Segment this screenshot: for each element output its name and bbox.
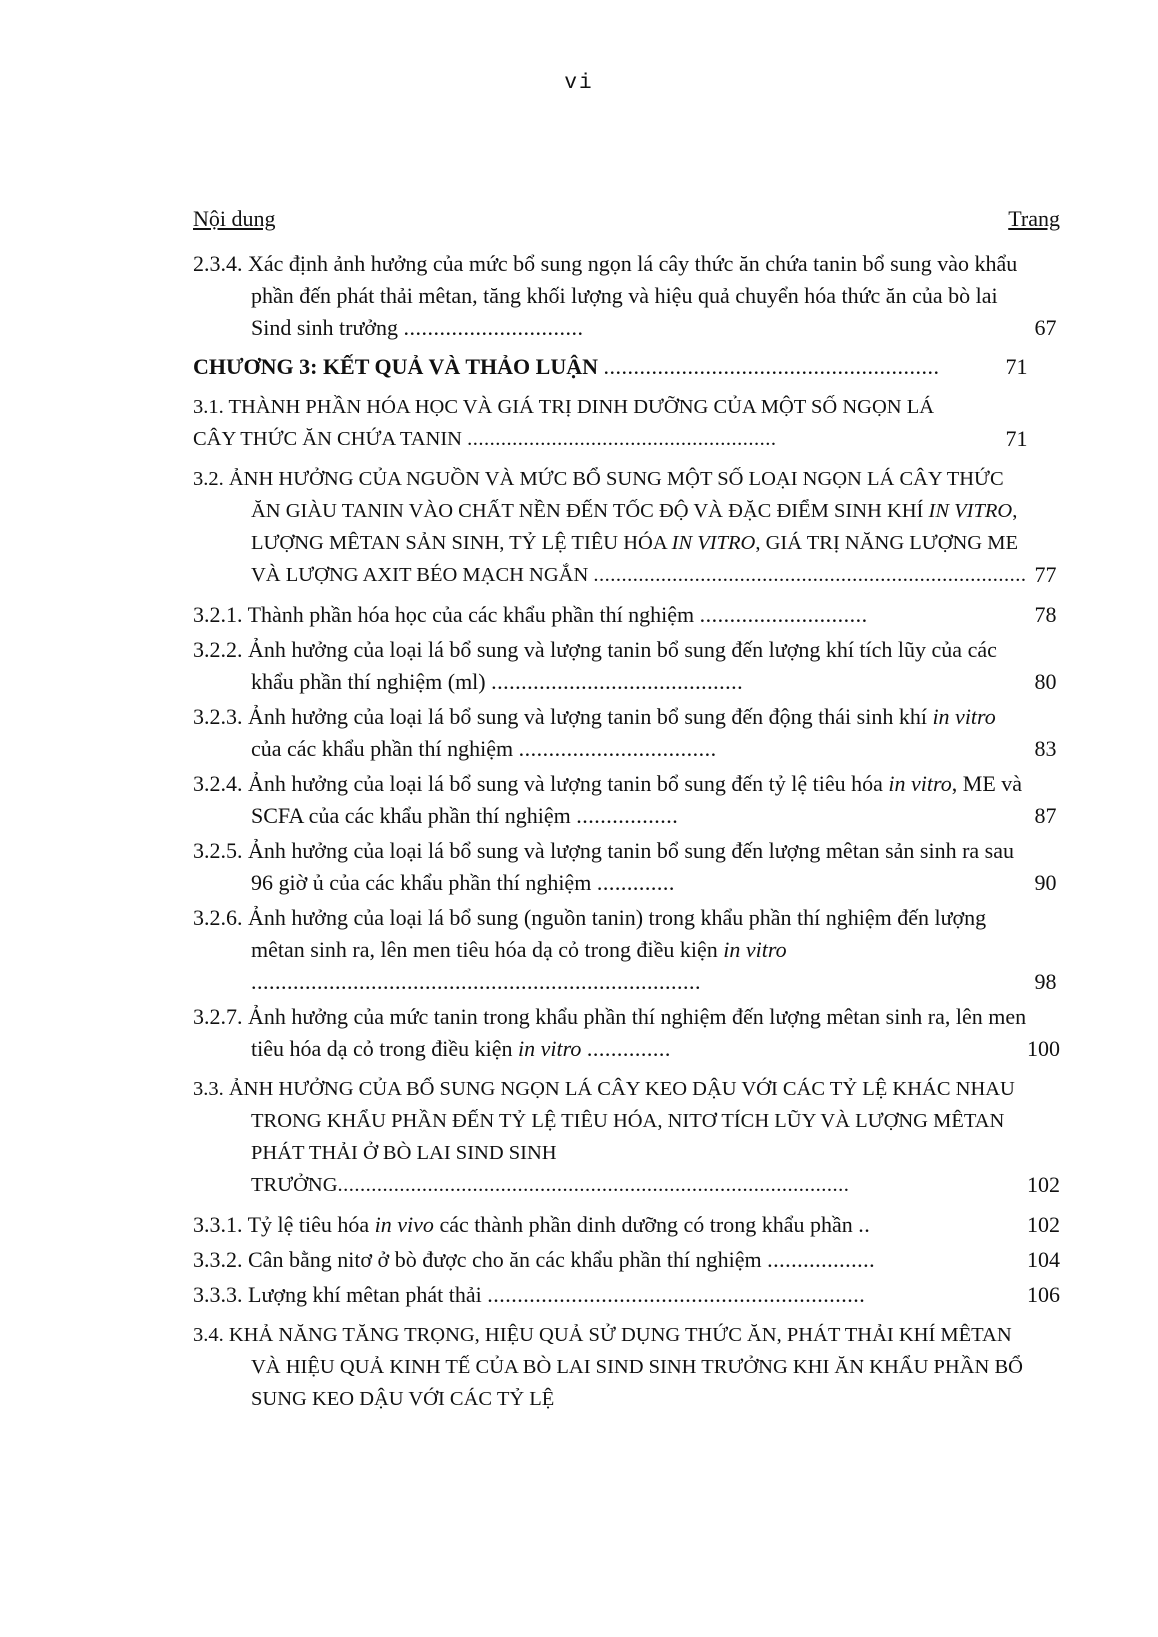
toc-entry-page: 106 xyxy=(1027,1282,1060,1307)
toc-entry-italic: in vitro xyxy=(932,704,996,729)
toc-header xyxy=(193,206,1060,232)
toc-entry-page: 78 xyxy=(1034,602,1057,627)
toc-entry-3-1[interactable] xyxy=(193,391,1060,455)
toc-entry-page: 71 xyxy=(1005,354,1028,379)
toc-entry-title: 3.3.2. Cân bằng nitơ ở bò được cho ăn các khẩu phần thí nghiệm xyxy=(193,1247,762,1272)
toc-entry-italic: in vitro xyxy=(888,771,952,796)
toc-entry-page: 104 xyxy=(1027,1247,1060,1272)
dot-leader: .............................. xyxy=(403,315,584,340)
dot-leader: ............. xyxy=(596,870,675,895)
toc-entry-page: 67 xyxy=(1034,315,1057,340)
dot-leader: .................. xyxy=(767,1247,876,1272)
dot-leader: ........................................................ xyxy=(603,354,940,379)
toc-entry-title-part: 3.2.4. Ảnh hưởng của loại lá bổ sung và lượng tanin bổ sung đến tỷ lệ tiêu hóa xyxy=(193,771,889,796)
toc-entry-page: 102 xyxy=(1027,1212,1060,1237)
toc-entry-title-part: , ME và SCFA của các khẩu phần thí nghiệm xyxy=(251,771,1023,828)
toc-entry-title-part: , GIÁ TRỊ NĂNG LƯỢNG ME VÀ LƯỢNG AXIT BÉO MẠCH NGẮN xyxy=(251,532,1018,586)
toc-entry-title-part: 3.3.1. Tỷ lệ tiêu hóa xyxy=(193,1212,375,1237)
toc-entry-title: 3.2.2. Ảnh hưởng của loại lá bổ sung và lượng tanin bổ sung đến lượng khí tích lũy của các khẩu phần thí nghiệm (ml) xyxy=(193,637,997,694)
toc-entry-title: 3.1. THÀNH PHẦN HÓA HỌC VÀ GIÁ TRỊ DINH DƯỠNG CỦA MỘT SỐ NGỌN LÁ CÂY THỨC ĂN CHỨA TANIN xyxy=(193,396,935,450)
toc-entry-3-2-4[interactable] xyxy=(193,768,1060,832)
toc-entry-title-part: , LƯỢNG MÊTAN SẢN SINH, TỶ LỆ TIÊU HÓA xyxy=(251,500,1018,554)
toc-entry-title-part: 3.2. ẢNH HƯỞNG CỦA NGUỒN VÀ MỨC BỔ SUNG MỘT SỐ LOẠI NGỌN LÁ CÂY THỨC ĂN GIÀU TANIN VÀO CHẤT NỀN ĐẾN TỐC ĐỘ VÀ ĐẶC ĐIỂM SINH KHÍ xyxy=(193,468,1004,522)
toc-entry-2-3-4[interactable] xyxy=(193,248,1060,344)
toc-entry-3-2-7[interactable] xyxy=(193,1001,1060,1065)
toc-entry-title: 3.3.3. Lượng khí mêtan phát thải xyxy=(193,1282,482,1307)
toc-entry-3-4[interactable] xyxy=(193,1319,1060,1415)
toc-entry-3-3-3[interactable] xyxy=(193,1279,1060,1311)
toc-entry-page: 77 xyxy=(1034,562,1057,587)
page-number: vi xyxy=(564,72,594,95)
dot-leader: .. xyxy=(858,1212,871,1237)
toc-entry-italic: IN VITRO xyxy=(928,500,1013,522)
toc-entry-3-2-5[interactable] xyxy=(193,835,1060,899)
content-column-label: Nội dung xyxy=(193,206,276,231)
toc-entry-italic: in vitro xyxy=(517,1036,582,1061)
toc-entry-title: 3.2.1. Thành phần hóa học của các khẩu phần thí nghiệm xyxy=(193,602,695,627)
toc-entry-title: 3.4. KHẢ NĂNG TĂNG TRỌNG, HIỆU QUẢ SỬ DỤNG THỨC ĂN, PHÁT THẢI KHÍ MÊTAN VÀ HIỆU QUẢ KINH TẾ CỦA BÒ LAI SIND SINH TRƯỞNG KHI ĂN KHẨU PHẦN BỔ SUNG KEO DẬU VỚI CÁC TỶ LỆ xyxy=(193,1324,1023,1410)
toc-entry-3-2-2[interactable] xyxy=(193,634,1060,698)
toc-entry-page: 90 xyxy=(1034,870,1057,895)
dot-leader: ............................................................... xyxy=(487,1282,866,1307)
toc-entry-3-2-6[interactable] xyxy=(193,902,1060,998)
toc-entry-page: 98 xyxy=(1034,969,1057,994)
dot-leader: ....................................................... xyxy=(467,428,777,450)
toc-entry-title: 3.2.5. Ảnh hưởng của loại lá bổ sung và lượng tanin bổ sung đến lượng mêtan sản sinh ra sau 96 giờ ủ của các khẩu phần thí nghiệm xyxy=(193,838,1014,895)
dot-leader: ........................................................................................... xyxy=(337,1174,850,1196)
toc-entry-chapter-3[interactable] xyxy=(193,351,1060,383)
dot-leader: ........................................................................... xyxy=(251,969,701,994)
toc-entry-page: 71 xyxy=(1005,426,1028,451)
toc-entry-title-part: 3.2.7. Ảnh hưởng của mức tanin trong khẩu phần thí nghiệm đến lượng mêtan sinh ra, lên men tiêu hóa dạ cỏ trong điều kiện xyxy=(193,1004,1027,1061)
toc-entry-page: 102 xyxy=(1027,1172,1060,1197)
toc-entry-title: 2.3.4. Xác định ảnh hưởng của mức bổ sung ngọn lá cây thức ăn chứa tanin bổ sung vào khẩu phần đến phát thải mêtan, tăng khối lượng và hiệu quả chuyển hóa thức ăn của bò lai Sind sinh trưởng xyxy=(193,251,1018,340)
dot-leader: ................. xyxy=(576,803,679,828)
dot-leader: ............................................................................. xyxy=(593,564,1027,586)
toc-entry-page: 83 xyxy=(1034,736,1057,761)
toc-entry-title-part: của các khẩu phần thí nghiệm xyxy=(251,736,514,761)
toc-entry-3-2[interactable] xyxy=(193,463,1060,591)
toc-entry-3-2-3[interactable] xyxy=(193,701,1060,765)
toc-entry-title-part: 3.2.6. Ảnh hưởng của loại lá bổ sung (nguồn tanin) trong khẩu phần thí nghiệm đến lượng mêtan sinh ra, lên men tiêu hóa dạ cỏ trong điều kiện xyxy=(193,905,987,962)
toc-entry-title: CHƯƠNG 3: KẾT QUẢ VÀ THẢO LUẬN xyxy=(193,354,599,379)
toc-entry-page: 87 xyxy=(1034,803,1057,828)
toc-entry-3-3-1[interactable] xyxy=(193,1209,1060,1241)
toc-entry-title: 3.3. ẢNH HƯỞNG CỦA BỔ SUNG NGỌN LÁ CÂY KEO DẬU VỚI CÁC TỶ LỆ KHÁC NHAU TRONG KHẨU PHẦN ĐẾN TỶ LỆ TIÊU HÓA, NITƠ TÍCH LŨY VÀ LƯỢNG MÊTAN PHÁT THẢI Ở BÒ LAI SIND SINH TRƯỞNG xyxy=(193,1078,1015,1196)
page-column-label: Trang xyxy=(1008,206,1060,231)
toc-entry-italic: in vitro xyxy=(723,937,787,962)
toc-entry-title-part: các thành phần dinh dưỡng có trong khẩu phần xyxy=(433,1212,853,1237)
toc-entry-page: 80 xyxy=(1034,669,1057,694)
dot-leader: ................................. xyxy=(518,736,717,761)
dot-leader: .............. xyxy=(586,1036,671,1061)
toc-entry-italic: IN VITRO xyxy=(671,532,756,554)
dot-leader: .......................................... xyxy=(491,669,744,694)
toc-entry-3-3-2[interactable] xyxy=(193,1244,1060,1276)
toc-entry-italic: in vivo xyxy=(374,1212,434,1237)
toc-entry-3-3[interactable] xyxy=(193,1073,1060,1201)
table-of-contents xyxy=(193,248,1060,1415)
dot-leader: ............................ xyxy=(699,602,868,627)
toc-entry-3-2-1[interactable] xyxy=(193,599,1060,631)
toc-entry-page: 100 xyxy=(1027,1036,1060,1061)
toc-entry-title-part: 3.2.3. Ảnh hưởng của loại lá bổ sung và lượng tanin bổ sung đến động thái sinh khí xyxy=(193,704,933,729)
